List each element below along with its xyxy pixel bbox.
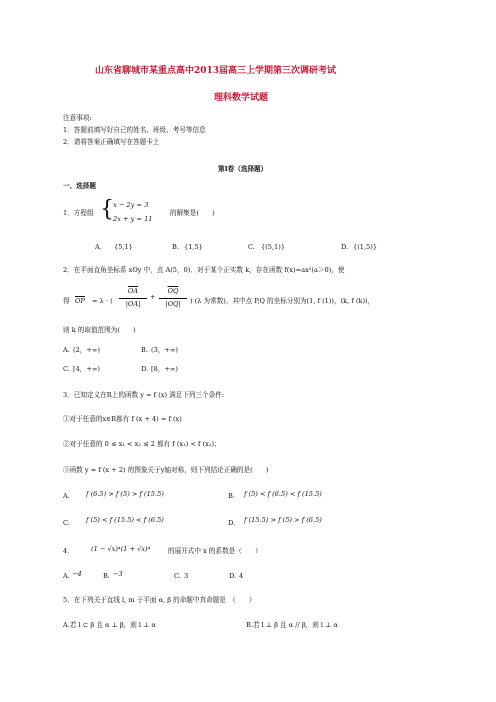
q3-option-a: f (6.5) > f (5) > f (15.5) <box>86 490 164 498</box>
q1-option-c-label: C. <box>248 243 255 251</box>
q3-line1: 3．已知定义在R上的函数 y = f (x) 满足下列三个条件: <box>63 391 225 399</box>
page-subtitle: 理科数学试题 <box>214 93 269 103</box>
note-item: 2．请将答案正确填写在答题卡上 <box>63 138 160 146</box>
q4-option-d: 4 <box>239 572 244 580</box>
q3-condition-1: ①对于任意的x∈R都有 f (x + 4) = f (x) <box>63 415 182 423</box>
q5-option-a: A.若 l ⊂ β 且 α ⊥ β，则 l ⊥ α <box>63 621 156 629</box>
q2-plus: + <box>150 293 156 301</box>
q1-lead: 1．方程组 <box>63 209 94 217</box>
q2-eq: = λ · ( <box>92 297 113 305</box>
q4-option-a-label: A. <box>63 572 70 580</box>
q1-option-d-label: D. <box>341 243 349 251</box>
notes-heading: 注意事项: <box>63 114 92 122</box>
section-title: 第I卷（选择题） <box>218 165 268 173</box>
q2-op: $\overline{OP}$ <box>75 297 85 305</box>
q2-option-b: (3，+∞) <box>151 346 178 354</box>
q3-option-b: f (5) < f (6.5) < f (15.5) <box>244 490 322 498</box>
q1-option-b-label: B. <box>172 243 179 251</box>
q2-option-d-label: D. <box>141 365 149 373</box>
q2-option-a-label: A. <box>63 346 70 354</box>
q4-option-c: 3 <box>184 572 189 580</box>
section-part: 一、选择题 <box>63 182 96 190</box>
q2-line3: 则 k 的取值范围为( ) <box>63 326 136 334</box>
q1-option-a: {5,1} <box>114 243 133 251</box>
q4-tail: 的展开式中 x 的系数是（ ） <box>168 547 262 555</box>
q2-option-a: (2，+∞) <box>73 346 100 354</box>
q3-condition-3: ③函数 y = f (x + 2) 的图象关于y轴对称，则下列结论正确的是( ) <box>63 466 269 474</box>
q1-eq2: 2x + y = 11 <box>113 215 153 223</box>
q1-option-d: {(1,5)} <box>353 243 378 251</box>
q4-label: 4． <box>63 547 74 555</box>
q2-oa-bar <box>119 298 147 299</box>
q2-oq-bar <box>159 298 187 299</box>
q3-option-c: f (5) < f (15.5) < f (6.5) <box>86 516 164 524</box>
q3-condition-2: ②对于任意的 0 ≤ x₁ < x₂ ≤ 2 都有 f (x₁) < f (x₂)； <box>63 440 221 448</box>
q5-line1: 5．在下列关于直线 l, m 于平面 α, β 的命题中真命题是 （ ） <box>63 596 256 604</box>
q2-option-d: [8，+∞) <box>151 365 178 373</box>
q2-line1: 2．在平面直角坐标系 xOy 中，点 A(5，0)．对于某个正实数 k，存在函数 f(x)=ax²(a＞0)，使 <box>63 266 345 274</box>
q1-option-c: {(5,1)} <box>261 243 286 251</box>
q2-option-c: [4，+∞) <box>73 365 100 373</box>
q3-option-a-label: A. <box>63 492 70 500</box>
q2-tail: ) (λ 为常数)，其中点 P,Q 的坐标分别为(1, f (1))，(k, f (k))， <box>190 297 375 305</box>
q3-option-d: f (15.5) > f (5) > f (6.5) <box>244 516 322 524</box>
q1-option-b: {1,5} <box>184 243 203 251</box>
q4-expression: (1 − √x)⁴(1 + √x)⁴ <box>91 545 151 553</box>
q2-oa-den: |OA| <box>125 300 141 308</box>
q5-option-b: B.若 l ⊥ β 且 α // β，则 l ⊥ α <box>246 621 338 629</box>
q4-option-d-label: D. <box>229 572 237 580</box>
q4-option-a: −4 <box>72 570 82 578</box>
q2-oa-num: $\overline{OA}$ <box>127 287 139 295</box>
q1-option-a-label: A． <box>95 243 107 251</box>
q4-option-b-label: B. <box>103 572 110 580</box>
q1-tail: 的解集是( ) <box>170 209 215 217</box>
q2-oq-den: |OQ| <box>165 300 181 308</box>
q2-oq-num: $\overline{OQ}$ <box>167 287 179 295</box>
q1-eq1: x − 2y = 3 <box>113 201 149 209</box>
q2-option-c-label: C. <box>63 365 70 373</box>
q4-option-b: −3 <box>113 570 123 578</box>
q3-option-d-label: D. <box>228 519 236 527</box>
q4-option-c-label: C. <box>174 572 181 580</box>
q2-option-b-label: B. <box>141 346 148 354</box>
note-item: 1．答题前填写好自己的姓名、班级、考号等信息 <box>63 126 206 134</box>
q1-brace: { <box>100 197 114 222</box>
q2-lead: 得 <box>63 297 70 305</box>
q3-option-c-label: C. <box>63 519 70 527</box>
page-title: 山东省聊城市某重点高中2013届高三上学期第三次调研考试 <box>95 66 337 76</box>
q3-option-b-label: B. <box>228 492 235 500</box>
